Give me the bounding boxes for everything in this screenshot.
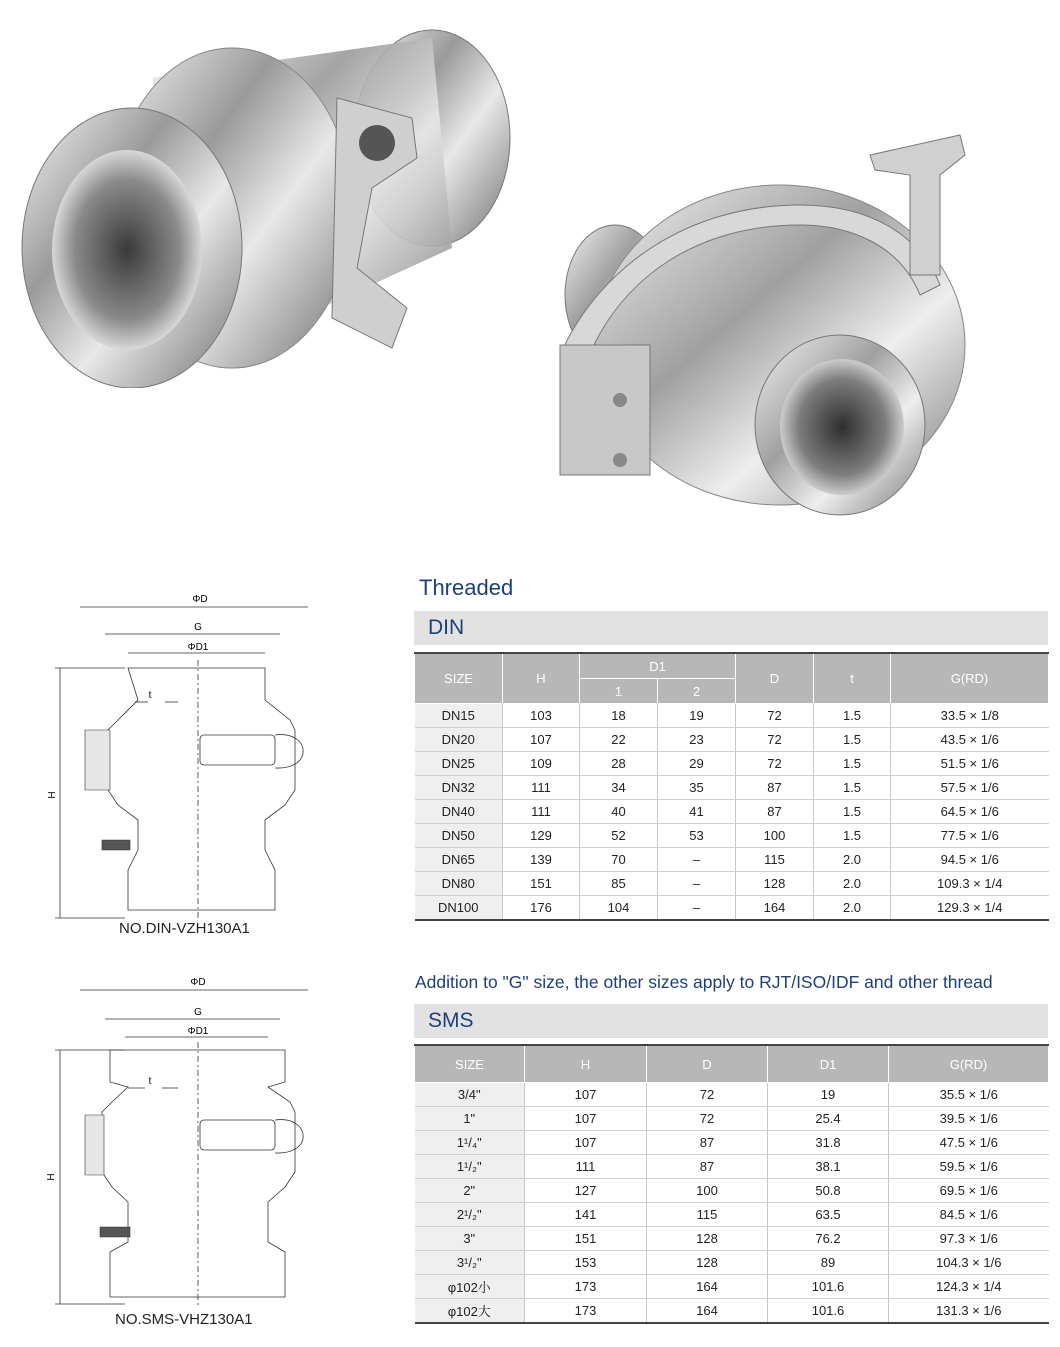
- dim-label-h: H: [46, 1173, 57, 1181]
- table-cell: 164: [647, 1299, 768, 1324]
- table-cell: φ102小: [415, 1275, 525, 1299]
- table-row: [415, 824, 1049, 848]
- table-cell: 72: [647, 1107, 768, 1131]
- table-cell: 100: [736, 824, 814, 848]
- table-cell: 101.6: [768, 1275, 889, 1299]
- table-cell: 34: [580, 776, 658, 800]
- table-cell: 107: [503, 728, 580, 752]
- table-cell: 76.2: [768, 1227, 889, 1251]
- table-cell: –: [658, 848, 736, 872]
- table-row: [415, 1227, 1049, 1251]
- table-cell: 115: [736, 848, 814, 872]
- table-row: [415, 872, 1049, 896]
- table-row: [415, 1179, 1049, 1203]
- header-t: t: [814, 653, 891, 704]
- table-row: [415, 1107, 1049, 1131]
- table-cell: 47.5 × 1/6: [889, 1131, 1049, 1155]
- table-row: [415, 896, 1049, 921]
- threaded-title: Threaded: [419, 575, 514, 600]
- table-cell: 139: [503, 848, 580, 872]
- table-row: [415, 1155, 1049, 1179]
- table-cell: 1¹/₄": [415, 1131, 525, 1155]
- table-cell: 25.4: [768, 1107, 889, 1131]
- table-cell: 111: [525, 1155, 647, 1179]
- din-section-header: DIN: [414, 611, 1048, 645]
- table-cell: 109.3 × 1/4: [891, 872, 1049, 896]
- table-cell: DN100: [415, 896, 503, 921]
- table-cell: 72: [647, 1083, 768, 1107]
- table-row: [415, 1251, 1049, 1275]
- table-row: [415, 1083, 1049, 1107]
- table-cell: 103: [503, 704, 580, 728]
- table-cell: 38.1: [768, 1155, 889, 1179]
- sms-note: Addition to "G" size, the other sizes apply to RJT/ISO/IDF and other thread: [415, 972, 993, 992]
- table-cell: 176: [503, 896, 580, 921]
- table-cell: 53: [658, 824, 736, 848]
- table-cell: 23: [658, 728, 736, 752]
- table-row: [415, 1275, 1049, 1299]
- header-d1: D1: [580, 653, 736, 679]
- table-cell: 164: [647, 1275, 768, 1299]
- header-h: H: [525, 1045, 647, 1083]
- sms-table-body: [415, 1083, 1049, 1324]
- technical-drawing-sms: [40, 972, 340, 1312]
- table-cell: 97.3 × 1/6: [889, 1227, 1049, 1251]
- table-cell: 64.5 × 1/6: [891, 800, 1049, 824]
- din-table-body: [415, 704, 1049, 921]
- table-cell: 2.0: [814, 848, 891, 872]
- table-cell: 94.5 × 1/6: [891, 848, 1049, 872]
- table-cell: 2¹/₂": [415, 1203, 525, 1227]
- table-cell: –: [658, 872, 736, 896]
- header-size: SIZE: [415, 1045, 525, 1083]
- table-cell: 89: [768, 1251, 889, 1275]
- table-cell: 77.5 × 1/6: [891, 824, 1049, 848]
- table-cell: 41: [658, 800, 736, 824]
- table-row: [415, 728, 1049, 752]
- header-d1: D1: [768, 1045, 889, 1083]
- table-cell: 84.5 × 1/6: [889, 1203, 1049, 1227]
- product-photo-clamp-valve: [540, 125, 1020, 545]
- table-cell: 128: [736, 872, 814, 896]
- table-cell: 31.8: [768, 1131, 889, 1155]
- table-cell: 2": [415, 1179, 525, 1203]
- table-row: [415, 848, 1049, 872]
- table-cell: 107: [525, 1131, 647, 1155]
- table-cell: 1.5: [814, 752, 891, 776]
- table-row: [415, 704, 1049, 728]
- table-cell: 87: [736, 776, 814, 800]
- table-cell: 52: [580, 824, 658, 848]
- header-h: H: [503, 653, 580, 704]
- din-spec-table: [414, 652, 1049, 921]
- table-cell: 128: [647, 1227, 768, 1251]
- sms-section-header: SMS: [414, 1004, 1048, 1038]
- technical-drawing-din: [40, 590, 340, 920]
- header-d1-2: 2: [658, 679, 736, 704]
- table-cell: 151: [525, 1227, 647, 1251]
- table-cell: 70: [580, 848, 658, 872]
- sms-spec-table: [414, 1044, 1049, 1324]
- table-cell: 29: [658, 752, 736, 776]
- product-photo-threaded-valve: [12, 18, 532, 388]
- table-cell: 51.5 × 1/6: [891, 752, 1049, 776]
- table-cell: 35: [658, 776, 736, 800]
- table-cell: 104: [580, 896, 658, 921]
- model-number-sms: NO.SMS-VHZ130A1: [115, 1311, 253, 1328]
- table-cell: 57.5 × 1/6: [891, 776, 1049, 800]
- table-cell: 1.5: [814, 824, 891, 848]
- table-cell: 1.5: [814, 776, 891, 800]
- dim-label-d: ΦD: [190, 977, 206, 988]
- table-cell: 87: [647, 1155, 768, 1179]
- table-cell: DN65: [415, 848, 503, 872]
- table-row: [415, 800, 1049, 824]
- table-cell: 40: [580, 800, 658, 824]
- table-cell: φ102大: [415, 1299, 525, 1324]
- table-cell: 1.5: [814, 728, 891, 752]
- table-cell: DN25: [415, 752, 503, 776]
- table-cell: 35.5 × 1/6: [889, 1083, 1049, 1107]
- header-g: G(RD): [891, 653, 1049, 704]
- table-cell: 63.5: [768, 1203, 889, 1227]
- table-cell: 173: [525, 1275, 647, 1299]
- dim-label-g: G: [194, 622, 202, 633]
- header-size: SIZE: [415, 653, 503, 704]
- table-cell: 19: [658, 704, 736, 728]
- table-cell: 115: [647, 1203, 768, 1227]
- table-cell: DN15: [415, 704, 503, 728]
- table-cell: 129: [503, 824, 580, 848]
- table-cell: 87: [736, 800, 814, 824]
- table-cell: 104.3 × 1/6: [889, 1251, 1049, 1275]
- table-cell: 72: [736, 728, 814, 752]
- table-cell: 1¹/₂": [415, 1155, 525, 1179]
- table-cell: 33.5 × 1/8: [891, 704, 1049, 728]
- table-row: [415, 1131, 1049, 1155]
- table-cell: –: [658, 896, 736, 921]
- table-cell: 59.5 × 1/6: [889, 1155, 1049, 1179]
- table-cell: DN40: [415, 800, 503, 824]
- dim-label-d1: ΦD1: [187, 642, 209, 653]
- table-cell: 1.5: [814, 704, 891, 728]
- table-cell: 111: [503, 800, 580, 824]
- dim-label-h: H: [47, 791, 58, 799]
- table-cell: 101.6: [768, 1299, 889, 1324]
- table-cell: 164: [736, 896, 814, 921]
- header-d1-1: 1: [580, 679, 658, 704]
- table-cell: 87: [647, 1131, 768, 1155]
- table-cell: 19: [768, 1083, 889, 1107]
- table-cell: 107: [525, 1107, 647, 1131]
- table-cell: 2.0: [814, 896, 891, 921]
- table-cell: 127: [525, 1179, 647, 1203]
- table-cell: 141: [525, 1203, 647, 1227]
- header-g: G(RD): [889, 1045, 1049, 1083]
- table-cell: 153: [525, 1251, 647, 1275]
- table-cell: 1.5: [814, 800, 891, 824]
- table-cell: 2.0: [814, 872, 891, 896]
- table-row: [415, 1203, 1049, 1227]
- table-cell: 72: [736, 752, 814, 776]
- table-cell: 128: [647, 1251, 768, 1275]
- table-cell: 22: [580, 728, 658, 752]
- table-row: [415, 1299, 1049, 1324]
- table-cell: DN80: [415, 872, 503, 896]
- table-cell: 28: [580, 752, 658, 776]
- dim-label-t: t: [148, 1076, 152, 1087]
- table-cell: DN50: [415, 824, 503, 848]
- table-cell: DN20: [415, 728, 503, 752]
- header-d: D: [647, 1045, 768, 1083]
- dim-label-g: G: [194, 1007, 202, 1018]
- table-cell: 129.3 × 1/4: [891, 896, 1049, 921]
- table-cell: 124.3 × 1/4: [889, 1275, 1049, 1299]
- table-cell: 109: [503, 752, 580, 776]
- table-cell: 3/4": [415, 1083, 525, 1107]
- dim-label-d: ΦD: [192, 594, 208, 605]
- table-cell: 111: [503, 776, 580, 800]
- table-cell: 69.5 × 1/6: [889, 1179, 1049, 1203]
- table-row: [415, 752, 1049, 776]
- table-cell: 3": [415, 1227, 525, 1251]
- table-cell: 3¹/₂": [415, 1251, 525, 1275]
- table-cell: DN32: [415, 776, 503, 800]
- table-cell: 39.5 × 1/6: [889, 1107, 1049, 1131]
- table-cell: 43.5 × 1/6: [891, 728, 1049, 752]
- table-cell: 18: [580, 704, 658, 728]
- table-cell: 50.8: [768, 1179, 889, 1203]
- table-cell: 85: [580, 872, 658, 896]
- table-cell: 72: [736, 704, 814, 728]
- table-cell: 151: [503, 872, 580, 896]
- table-cell: 107: [525, 1083, 647, 1107]
- table-row: [415, 776, 1049, 800]
- header-d: D: [736, 653, 814, 704]
- model-number-din: NO.DIN-VZH130A1: [119, 920, 250, 937]
- table-cell: 1": [415, 1107, 525, 1131]
- dim-label-t: t: [148, 690, 152, 701]
- table-cell: 100: [647, 1179, 768, 1203]
- table-cell: 131.3 × 1/6: [889, 1299, 1049, 1324]
- dim-label-d1: ΦD1: [187, 1026, 209, 1037]
- table-cell: 173: [525, 1299, 647, 1324]
